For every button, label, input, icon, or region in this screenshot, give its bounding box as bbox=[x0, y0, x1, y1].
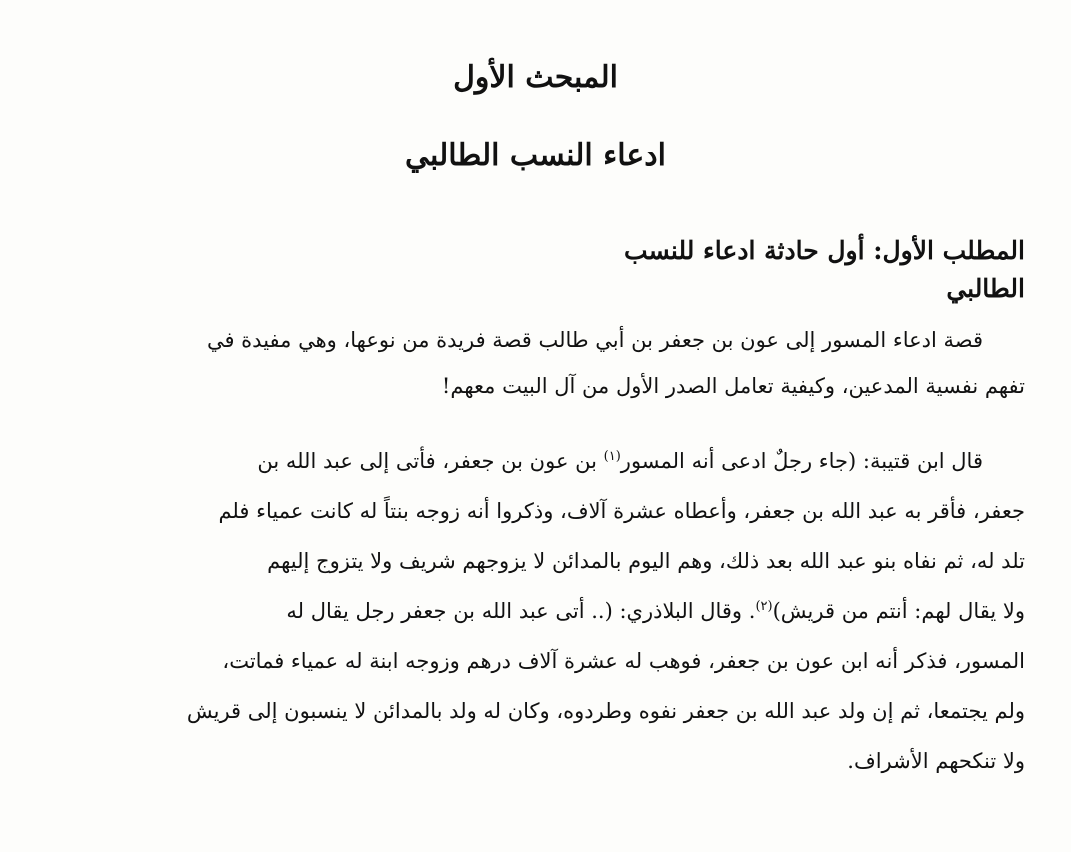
chapter-subtitle: ادعاء النسب الطالبي bbox=[405, 138, 666, 173]
paragraph-quotes-line-6: ولم يجتمعا، ثم إن ولد عبد الله بن جعفر نفوه وطردوه، وكان له ولد بالمدائن لا ينسبون إلى قريش bbox=[186, 699, 1025, 723]
paragraph-quotes-line-3: تلد له، ثم نفاه بنو عبد الله بعد ذلك، وهم اليوم بالمدائن لا يزوجهم شريف ولا يتزوج إليهم bbox=[267, 549, 1025, 573]
paragraph-intro-line-2: تفهم نفسية المدعين، وكيفية تعامل الصدر الأول من آل البيت معهم! bbox=[441, 374, 1025, 398]
paragraph-quotes bbox=[58, 436, 1025, 786]
quote-text: ولا يقال لهم: أنتم من قريش) bbox=[772, 599, 1025, 623]
chapter-title: المبحث الأول bbox=[453, 60, 618, 95]
paragraph-quotes-line-7: ولا تنكحهم الأشراف. bbox=[847, 749, 1025, 773]
footnote-marker-1: (١) bbox=[603, 449, 621, 464]
quote-text: قال ابن قتيبة: (جاء رجلٌ ادعى أنه المسور bbox=[620, 449, 983, 473]
paragraph-quotes-line-1 bbox=[58, 436, 1025, 486]
quote-text: . وقال البلاذري: (.. أتى عبد الله بن جعفر رجل يقال له bbox=[286, 599, 756, 623]
paragraph-intro-line-1: قصة ادعاء المسور إلى عون بن جعفر بن أبي طالب قصة فريدة من نوعها، وهي مفيدة في bbox=[206, 328, 983, 352]
paragraph-quotes-line-5: المسور، فذكر أنه ابن عون بن جعفر، فوهب له عشرة آلاف درهم وزوجه ابنة له عمياء فماتت، bbox=[222, 649, 1025, 673]
section-heading bbox=[58, 232, 1025, 308]
paragraph-quotes-line-4 bbox=[58, 586, 1025, 636]
paragraph-intro bbox=[58, 317, 1025, 409]
section-heading-line-2: الطالبي bbox=[946, 274, 1025, 303]
quote-text: بن عون بن جعفر، فأتى إلى عبد الله بن bbox=[257, 449, 604, 473]
paragraph-quotes-line-2: جعفر، فأقر به عبد الله بن جعفر، وأعطاه عشرة آلاف، وذكروا أنه زوجه بنتاً له كانت عمياء فلم bbox=[218, 499, 1025, 523]
section-heading-line-1: المطلب الأول: أول حادثة ادعاء للنسب bbox=[624, 236, 1025, 265]
footnote-marker-2: (٢) bbox=[755, 599, 773, 614]
